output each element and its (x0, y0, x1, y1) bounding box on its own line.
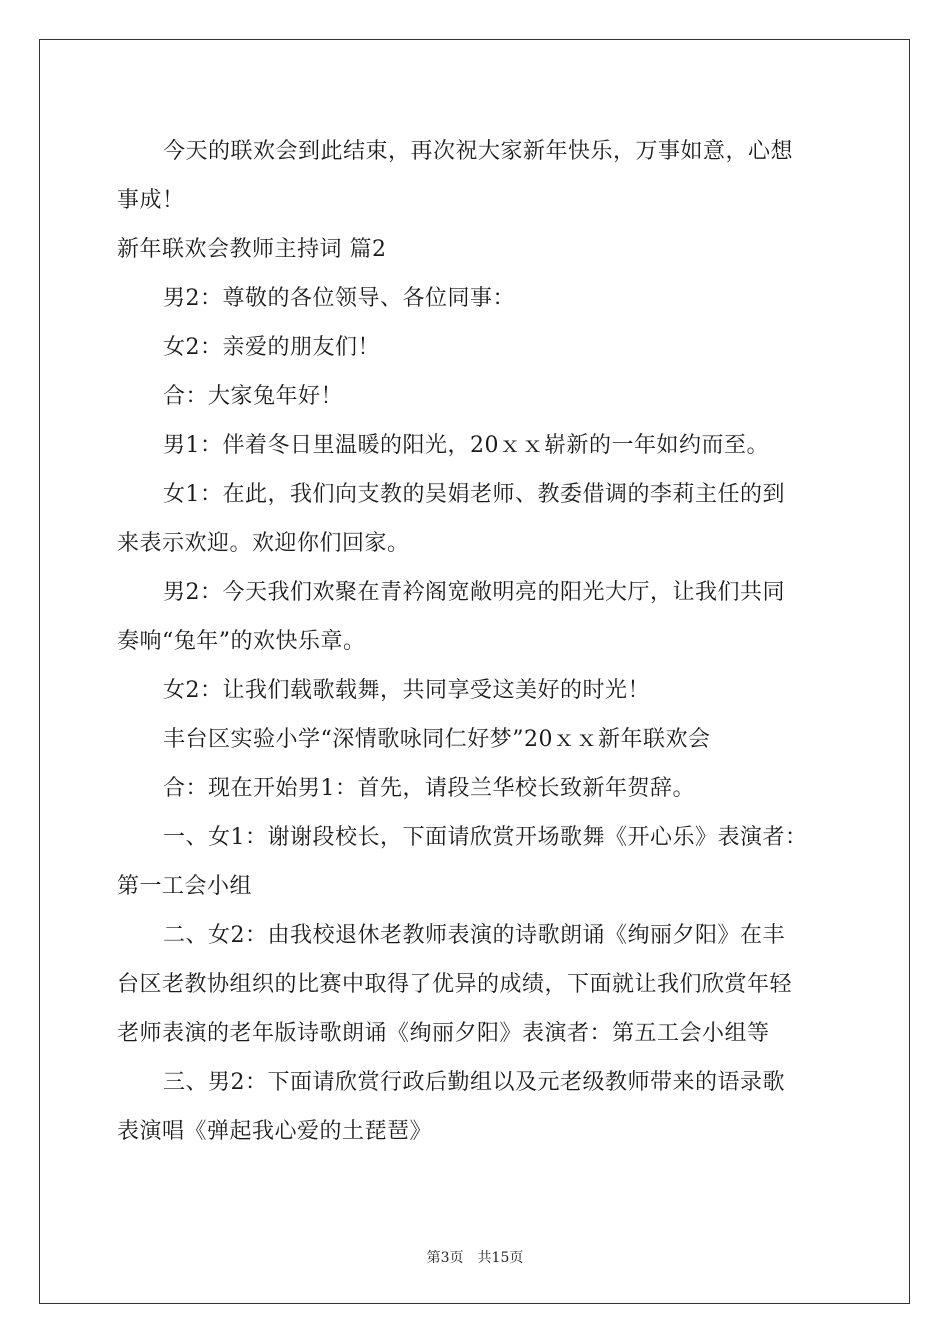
paragraph-line: 台区老教协组织的比赛中取得了优异的成绩，下面就让我们欣赏年轻 (117, 972, 793, 997)
paragraph-line: 表演唱《弹起我心爱的土琵琶》 (117, 1119, 433, 1144)
paragraph-line: 第一工会小组 (117, 874, 253, 899)
paragraph-line: 来表示欢迎。欢迎你们回家。 (117, 531, 410, 556)
paragraph-line: 合：现在开始男1：首先，请段兰华校长致新年贺辞。 (163, 776, 695, 801)
paragraph-line: 合：大家兔年好！ (163, 384, 344, 409)
paragraph-line: 今天的联欢会到此结束，再次祝大家新年快乐，万事如意，心想 (163, 139, 794, 164)
paragraph-line: 丰台区实验小学“深情歌咏同仁好梦”20ｘｘ新年联欢会 (163, 727, 711, 752)
paragraph-line: 一、女1：谢谢段校长，下面请欣赏开场歌舞《开心乐》表演者： (163, 825, 808, 850)
paragraph-line: 女2：让我们载歌载舞，共同享受这美好的时光！ (163, 678, 650, 703)
paragraph-line: 男2：今天我们欢聚在青衿阁宽敞明亮的阳光大厅，让我们共同 (163, 580, 785, 605)
paragraph-line: 老师表演的老年版诗歌朗诵《绚丽夕阳》表演者：第五工会小组等 (117, 1021, 770, 1046)
paragraph-line: 女1：在此，我们向支教的吴娟老师、教委借调的李莉主任的到 (163, 482, 785, 507)
paragraph-line: 奏响“兔年”的欢快乐章。 (117, 629, 366, 654)
paragraph-line: 三、男2：下面请欣赏行政后勤组以及元老级教师带来的语录歌 (163, 1070, 785, 1095)
paragraph-line: 女2：亲爱的朋友们！ (163, 335, 380, 360)
paragraph-line: 新年联欢会教师主持词 篇2 (117, 237, 387, 262)
page-footer: 第3页 共15页 (426, 1250, 524, 1266)
paragraph-line: 事成！ (117, 188, 185, 213)
document-body (117, 127, 837, 1156)
paragraph-line: 二、女2：由我校退休老教师表演的诗歌朗诵《绚丽夕阳》在丰 (163, 923, 785, 948)
paragraph-line: 男1：伴着冬日里温暖的阳光，20ｘｘ崭新的一年如约而至。 (163, 433, 769, 458)
paragraph-line: 男2：尊敬的各位领导、各位同事： (163, 286, 515, 311)
